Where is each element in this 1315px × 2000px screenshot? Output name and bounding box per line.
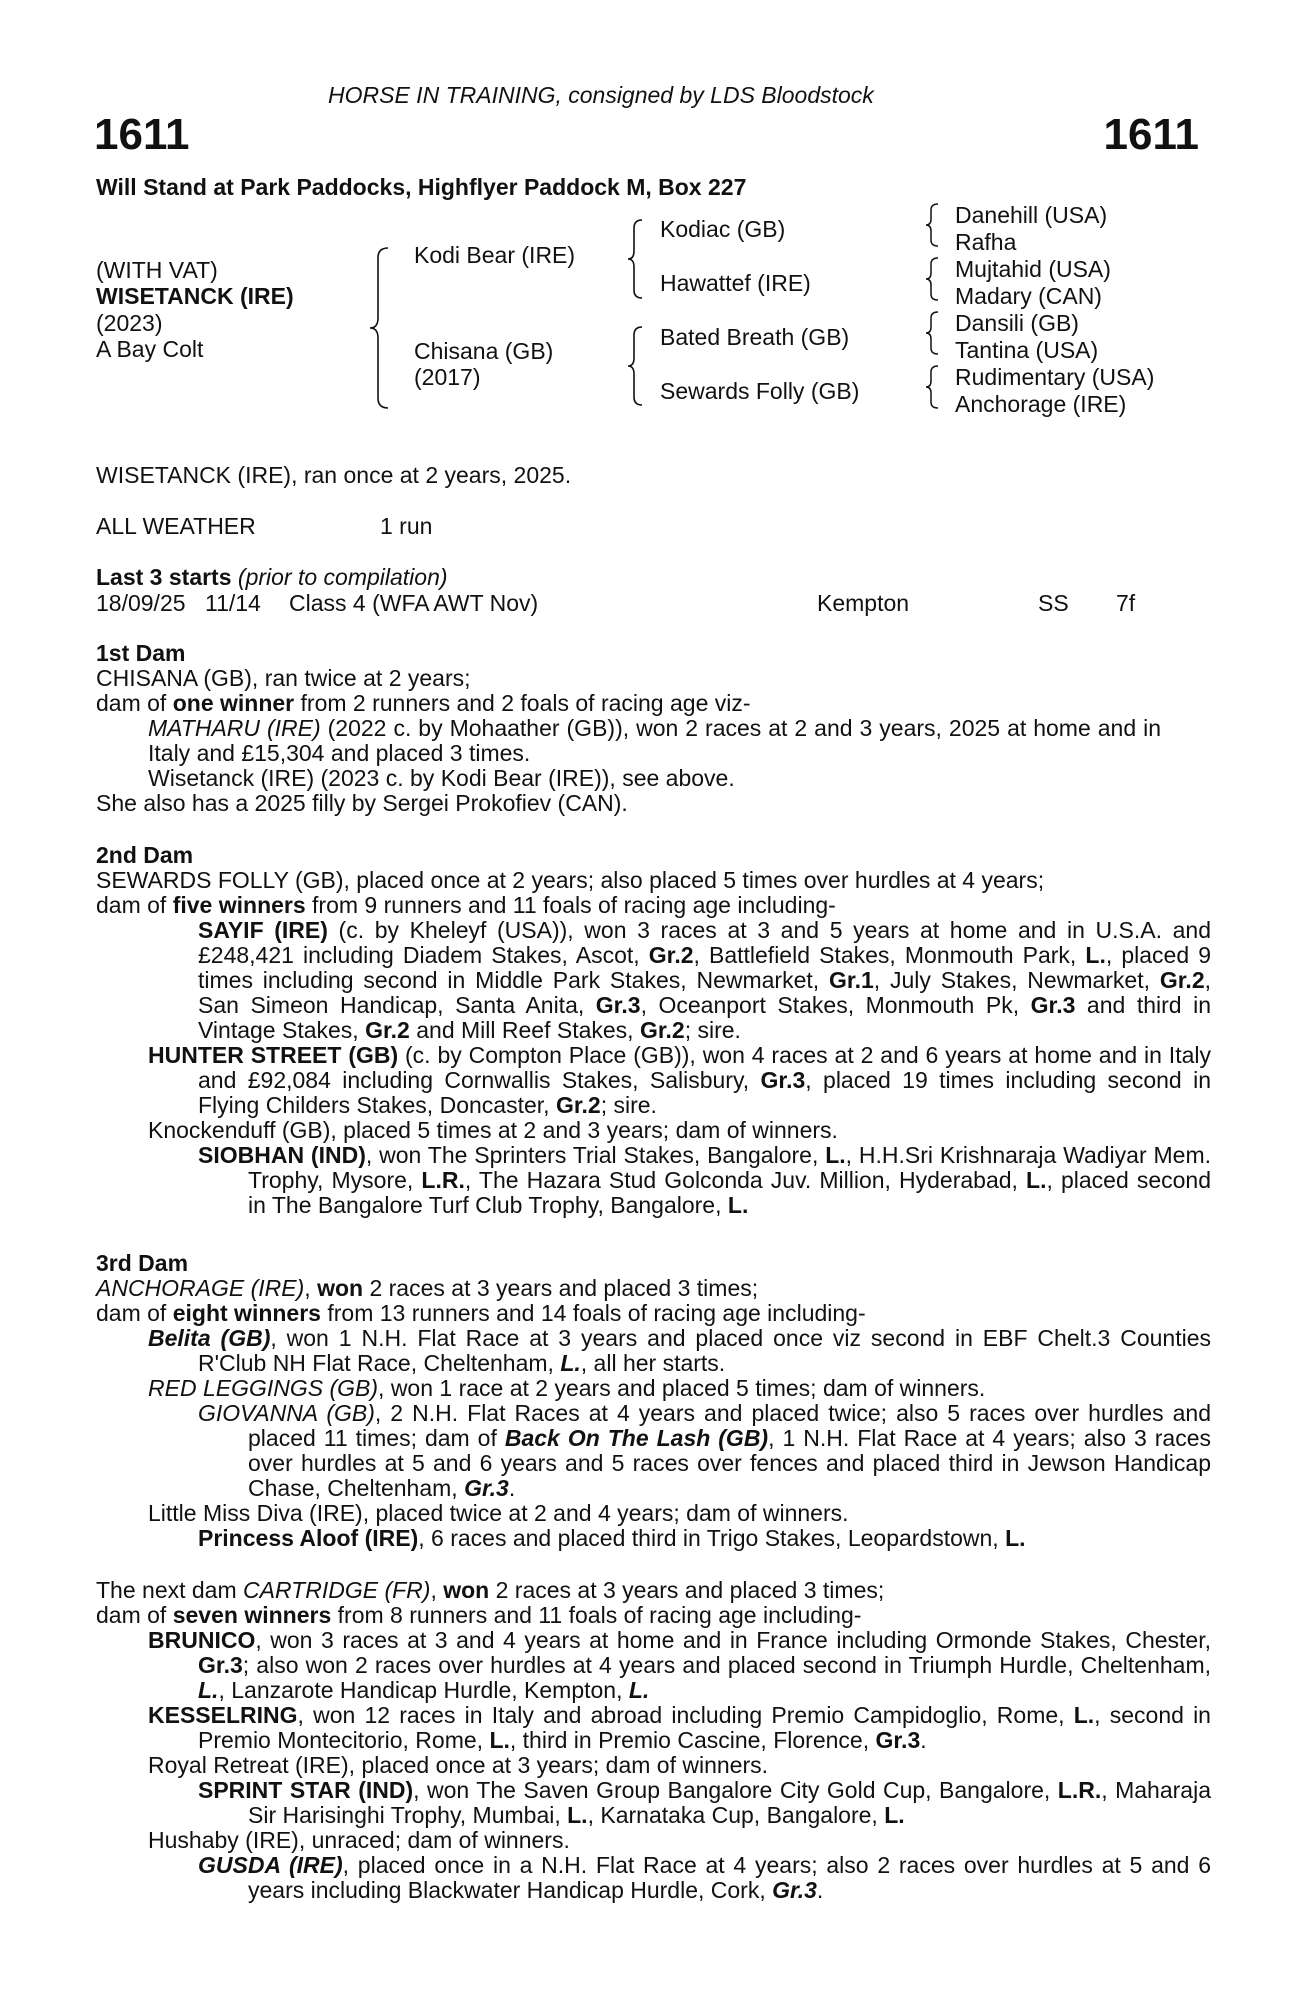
first-dam-line-1: CHISANA (GB), ran twice at 2 years; (96, 665, 471, 691)
race-summary: WISETANCK (IRE), ran once at 2 years, 2025. (96, 462, 572, 488)
great-grandparent-3: Mujtahid (USA) (955, 256, 1111, 282)
great-grandparent-7: Rudimentary (USA) (955, 364, 1155, 390)
gusda-entry: GUSDA (IRE), placed once in a N.H. Flat Race at 4 years; also 2 races over hurdles at 5 and 6 years including Blackwater Handicap Hurdle, Cork, Gr.3. (198, 1852, 1212, 1903)
great-grandparent-4: Madary (CAN) (955, 283, 1102, 309)
first-dam-heading: 1st Dam (96, 640, 186, 666)
wisetanck-entry: Wisetanck (IRE) (2023 c. by Kodi Bear (IRE)), see above. (148, 765, 735, 791)
vat-note: (WITH VAT) (96, 257, 218, 283)
third-dam-line-2: dam of eight winners from 13 runners and 14 foals of racing age including- (96, 1300, 866, 1326)
third-dam-heading: 3rd Dam (96, 1250, 189, 1276)
dam: Chisana (GB) (414, 338, 554, 364)
great-grandparent-1: Danehill (USA) (955, 202, 1108, 228)
start-race: Class 4 (WFA AWT Nov) (289, 590, 539, 616)
horse-description: A Bay Colt (96, 336, 204, 362)
great-grandparent-8: Anchorage (IRE) (955, 391, 1127, 417)
first-dam-line-2: dam of one winner from 2 runners and 2 foals of racing age viz- (96, 690, 751, 716)
surface-label: ALL WEATHER (96, 513, 256, 539)
last-starts-heading (96, 564, 448, 591)
grandsire-1: Kodiac (GB) (660, 216, 786, 242)
hunter-street-entry: HUNTER STREET (GB) (c. by Compton Place (GB)), won 4 races at 2 and 6 years at home and in Italy and £92,084 including Cornwallis Stakes, Salisbury, Gr.3, placed 19 times including second in Flying Childers Stakes, Doncaster, Gr.2; sire. (148, 1042, 1211, 1118)
great-grandparent-6: Tantina (USA) (955, 337, 1099, 363)
second-dam-line-1: SEWARDS FOLLY (GB), placed once at 2 years; also placed 5 times over hurdles at 4 years; (96, 867, 1045, 893)
belita-entry: Belita (GB), won 1 N.H. Flat Race at 3 years and placed once viz second in EBF Chelt.3 Counties R'Club NH Flat Race, Cheltenham, L., all her starts. (148, 1325, 1211, 1376)
pedigree-brace-1 (368, 246, 392, 410)
princess-aloof-entry: Princess Aloof (IRE), 6 races and placed third in Trigo Stakes, Leopardstown, L. (198, 1525, 1026, 1551)
horse-name: WISETANCK (IRE) (96, 283, 294, 309)
siobhan-entry: SIOBHAN (IND), won The Sprinters Trial Stakes, Bangalore, L., H.H.Sri Krishnaraja Wadiyar Mem. Trophy, Mysore, L.R., The Hazara Stud Golconda Juv. Million, Hyderabad, L., placed second in The Bangalore Turf Club Trophy, Bangalore, L. (198, 1142, 1211, 1218)
first-dam-also: She also has a 2025 filly by Sergei Prokofiev (CAN). (96, 790, 628, 816)
sayif-entry: SAYIF (IRE) (c. by Kheleyf (USA)), won 3 races at 3 and 5 years at home and in U.S.A. and £248,421 including Diadem Stakes, Ascot, Gr.2, Battlefield Stakes, Monmouth Park, L., placed 9 times including second in Middle Park Stakes, Newmarket, Gr.1, July Stakes, Newmarket, Gr.2, San Simeon Handicap, Santa Anita, Gr.3, Oceanport Stakes, Monmouth Pk, Gr.3 and third in Vintage Stakes, Gr.2 and Mill Reef Stakes, Gr.2; sire. (198, 917, 1212, 1043)
sire: Kodi Bear (IRE) (414, 242, 576, 268)
brunico-entry: BRUNICO, won 3 races at 3 and 4 years at home and in France including Ormonde Stakes, Chester, Gr.3; also won 2 races over hurdles at 4 years and placed second in Triumph Hurdle, Cheltenham, L., Lanzarote Handicap Hurdle, Kempton, L. (148, 1627, 1211, 1703)
little-miss-diva-entry: Little Miss Diva (IRE), placed twice at 2 and 4 years; dam of winners. (148, 1500, 849, 1526)
stand-location: Will Stand at Park Paddocks, Highflyer Paddock M, Box 227 (96, 174, 747, 200)
pedigree-brace-5 (924, 256, 942, 302)
hushaby-entry: Hushaby (IRE), unraced; dam of winners. (148, 1827, 570, 1853)
start-position: 11/14 (205, 590, 261, 616)
dam-year: (2017) (414, 364, 481, 390)
matharu-entry: MATHARU (IRE) (2022 c. by Mohaather (GB)), won 2 races at 2 and 3 years, 2025 at home and in Italy and £15,304 and placed 3 times. (148, 715, 1161, 766)
knockenduff-entry: Knockenduff (GB), placed 5 times at 2 and 3 years; dam of winners. (148, 1117, 838, 1143)
start-distance: 7f (1116, 590, 1136, 616)
second-dam-line-2: dam of five winners from 9 runners and 11 foals of racing age including- (96, 892, 836, 918)
pedigree-brace-7 (924, 364, 942, 410)
pedigree-brace-2 (626, 218, 646, 300)
pedigree-brace-3 (626, 325, 646, 407)
next-dam-line-1: The next dam CARTRIDGE (FR), won 2 races at 3 years and placed 3 times; (96, 1577, 885, 1603)
red-leggings-entry: RED LEGGINGS (GB), won 1 race at 2 years and placed 5 times; dam of winners. (148, 1375, 986, 1401)
last-starts-note: (prior to compilation) (237, 564, 448, 590)
start-course: Kempton (817, 590, 910, 616)
pedigree-brace-4 (924, 202, 942, 248)
great-grandparent-2: Rafha (955, 229, 1017, 255)
second-dam-heading: 2nd Dam (96, 842, 194, 868)
last-starts-title: Last 3 starts (96, 564, 232, 590)
granddam-2: Sewards Folly (GB) (660, 378, 860, 404)
sprint-star-entry: SPRINT STAR (IND), won The Saven Group Bangalore City Gold Cup, Bangalore, L.R., Maharaja Sir Harisinghi Trophy, Mumbai, L., Karnataka Cup, Bangalore, L. (198, 1777, 1211, 1828)
start-going: SS (1038, 590, 1069, 616)
great-grandparent-5: Dansili (GB) (955, 310, 1079, 336)
third-dam-line-1: ANCHORAGE (IRE), won 2 races at 3 years and placed 3 times; (96, 1275, 759, 1301)
grandsire-2: Bated Breath (GB) (660, 324, 850, 350)
surface-runs: 1 run (380, 513, 433, 539)
lot-number-right: 1611 (1103, 110, 1199, 159)
pedigree-brace-6 (924, 310, 942, 356)
catalogue-header: HORSE IN TRAINING, consigned by LDS Bloodstock (328, 82, 874, 108)
lot-number-left: 1611 (94, 110, 190, 159)
granddam-1: Hawattef (IRE) (660, 270, 811, 296)
royal-retreat-entry: Royal Retreat (IRE), placed once at 3 years; dam of winners. (148, 1752, 769, 1778)
giovanna-entry: GIOVANNA (GB), 2 N.H. Flat Races at 4 years and placed twice; also 5 races over hurdles and placed 11 times; dam of Back On The Lash (GB), 1 N.H. Flat Race at 4 years; also 3 races over hurdles at 5 and 6 years and 5 races over fences and placed third in Jewson Handicap Chase, Cheltenham, Gr.3. (198, 1400, 1212, 1501)
next-dam-line-2: dam of seven winners from 8 runners and 11 foals of racing age including- (96, 1602, 862, 1628)
foaling-year: (2023) (96, 310, 163, 336)
kesselring-entry: KESSELRING, won 12 races in Italy and abroad including Premio Campidoglio, Rome, L., second in Premio Montecitorio, Rome, L., third in Premio Cascine, Florence, Gr.3. (148, 1702, 1211, 1753)
start-date: 18/09/25 (96, 590, 186, 616)
